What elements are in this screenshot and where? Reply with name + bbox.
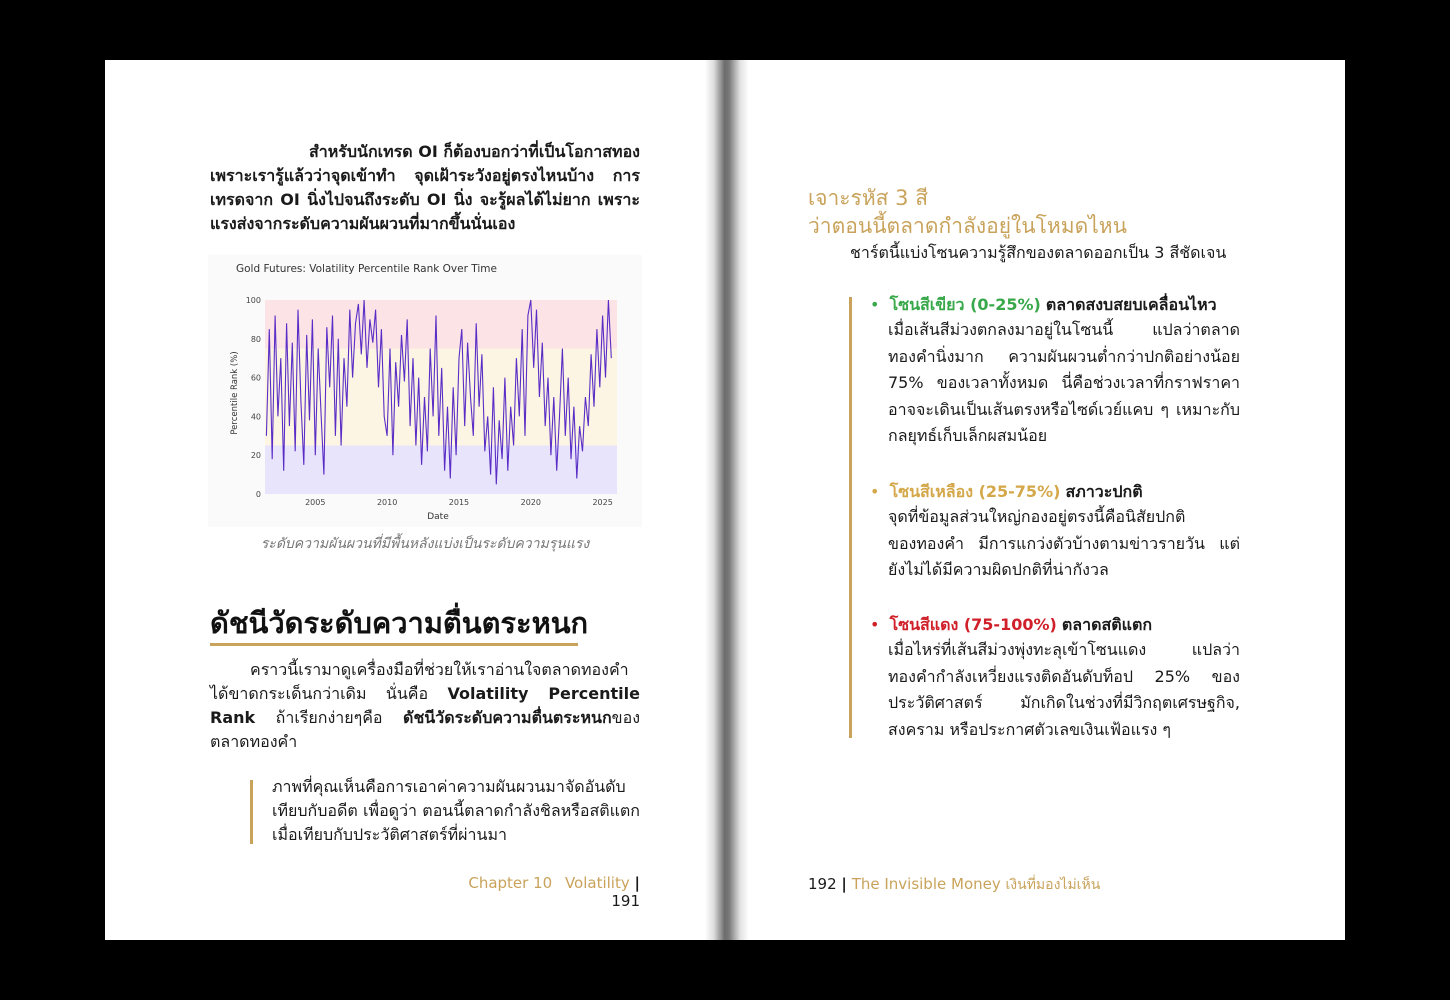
y-axis-label: Percentile Rank (%) <box>230 351 240 435</box>
zone-title: ตลาดสงบสยบเคลื่อนไหว <box>1045 295 1217 314</box>
quote-text: ภาพที่คุณเห็นคือการเอาค่าความผันผวนมาจัดอันดับเทียบกับอดีต เพื่อดูว่า ตอนนี้ตลาดกำลังชิลหรือสติแตกเมื่อเทียบกับประวัติศาสตร์ที่ผ่านมา <box>272 777 640 844</box>
chart-svg <box>208 255 642 527</box>
zone-label-red: โซนสีแดง (75-100%) <box>889 615 1057 634</box>
bullet-marker: • <box>870 482 880 501</box>
bullet-line: สงคราม หรือประกาศตัวเลขเงินเฟ้อแรง ๆ <box>888 719 1172 739</box>
intro-line: เทรดจาก OI นิ่งไปจนถึงระดับ OI นิ่ง จะรู้ผลได้ไม่ยาก เพราะ <box>210 190 640 209</box>
bullet-line: จุดที่ข้อมูลส่วนใหญ่กองอยู่ตรงนี้คือนิสัยปกติ <box>888 507 1186 526</box>
footer-book-title-thai: เงินที่มองไม่เห็น <box>1005 877 1101 893</box>
bullet-marker: • <box>870 295 880 314</box>
x-tick-label: 2020 <box>520 498 541 507</box>
chart-band <box>265 300 617 349</box>
intro-line: เพราะเรารู้แล้วว่าจุดเข้าทำ จุดเฝ้าระวังอยู่ตรงไหนบ้าง การ <box>210 166 640 185</box>
intro-line: สำหรับนักเทรด OI ก็ต้องบอกว่าที่เป็นโอกาสทอง <box>308 142 640 161</box>
body-text: ของตลาดทองคำ <box>210 708 640 751</box>
chart-x-ticks <box>305 498 613 507</box>
y-tick-label: 100 <box>245 296 261 305</box>
x-axis-label: Date <box>427 512 449 522</box>
chart-y-ticks <box>246 296 261 499</box>
zone-title: ตลาดสติแตก <box>1061 615 1153 634</box>
body-text: ถ้าเรียกง่ายๆคือ <box>255 708 404 727</box>
bullet-line: ทองคำนิ่งมาก ความผันผวนต่ำกว่าปกติอย่างน้อย <box>888 346 1240 366</box>
chart-title: Gold Futures: Volatility Percentile Rank Over Time <box>236 263 497 275</box>
bullet-yellow <box>870 480 1240 584</box>
x-tick-label: 2015 <box>448 498 470 507</box>
bullet-line: อาจจะเดินเป็นเส้นตรงหรือไซด์เวย์แคบ ๆ เหมาะกับ <box>888 399 1240 419</box>
bullet-red <box>870 613 1240 743</box>
y-tick-label: 80 <box>250 334 261 344</box>
body-bold-term: Volatility Percentile Rank <box>210 684 640 727</box>
bullet-line: 75% ของเวลาทั้งหมด นี่คือช่วงเวลาที่กราฟราคา <box>888 373 1240 393</box>
bullet-marker: • <box>870 615 880 634</box>
x-tick-label: 2025 <box>592 498 613 507</box>
x-tick-label: 2005 <box>305 498 326 507</box>
chart-caption: ระดับความผันผวนที่มีพื้นหลังแบ่งเป็นระดับความรุนแรง <box>260 536 590 552</box>
bullet-line: ทองคำกำลังเหวี่ยงแรงติดอันดับท็อป 25% ของ <box>888 666 1240 686</box>
right-subheading: ชาร์ตนี้แบ่งโซนความรู้สึกของตลาดออกเป็น 3 สีชัดเจน <box>850 243 1227 262</box>
book-spread <box>105 60 1345 940</box>
book-gutter <box>705 60 749 940</box>
body-bold-term: ดัชนีวัดระดับความตื่นตระหนก <box>403 708 612 727</box>
body-paragraph <box>210 658 640 754</box>
y-tick-label: 60 <box>250 373 261 383</box>
footer-separator: | <box>634 874 640 892</box>
y-tick-label: 20 <box>250 451 261 461</box>
bullet-line: ของทองคำ มีการแกว่งตัวบ้างตามข่าวรายวัน แต่ <box>888 533 1240 553</box>
bullet-green <box>870 293 1240 450</box>
intro-paragraph <box>210 140 640 236</box>
section-title-underline <box>210 643 578 646</box>
bullet-line: ประวัติศาสตร์ มักเกิดในช่วงที่มีวิกฤตเศรษฐกิจ, <box>888 693 1240 713</box>
footer-page-number: 192 <box>808 875 837 893</box>
section-title: ดัชนีวัดระดับความตื่นตระหนก <box>210 606 589 640</box>
footer-separator: | <box>841 875 847 893</box>
zone-label-yellow: โซนสีเหลือง (25-75%) <box>889 482 1061 501</box>
volatility-chart <box>208 255 642 527</box>
quote-bar <box>250 780 253 844</box>
footer-topic: Volatility <box>564 874 630 892</box>
bullet-line: เมื่อเส้นสีม่วงตกลงมาอยู่ในโซนนี้ แปลว่าตลาด <box>888 320 1240 339</box>
footer-book-title: The Invisible Money <box>851 875 1001 893</box>
bullet-line: เมื่อไหร่ที่เส้นสีม่วงพุ่งทะลุเข้าโซนแดง แปลว่า <box>888 640 1240 659</box>
intro-line: แรงส่งจากระดับความผันผวนที่มากขึ้นนั่นเอง <box>210 214 516 233</box>
footer-page-number: 191 <box>611 892 640 910</box>
right-footer <box>808 874 1228 896</box>
zone-title: สภาวะปกติ <box>1065 482 1143 501</box>
y-tick-label: 40 <box>250 412 261 422</box>
body-text: คราวนี้เรามาดูเครื่องมือที่ช่วยให้เราอ่านใจตลาดทองคำได้ขาดกระเด็นกว่าเดิม นั่นคือ <box>210 660 629 703</box>
footer-chapter: Chapter 10 <box>468 874 553 892</box>
y-tick-label: 0 <box>255 490 261 499</box>
bullet-line: กลยุทธ์เก็บเล็กผสมน้อย <box>888 426 1048 446</box>
zone-label-green: โซนสีเขียว (0-25%) <box>889 295 1041 314</box>
right-heading-line1: เจาะรหัส 3 สี <box>808 186 929 210</box>
right-heading-line2: ว่าตอนนี้ตลาดกำลังอยู่ในโหมดไหน <box>808 214 1127 238</box>
bullet-line: ยังไม่ได้มีความผิดปกติที่น่ากังวล <box>888 560 1109 580</box>
left-footer <box>458 874 640 910</box>
x-tick-label: 2010 <box>376 498 398 507</box>
bullets-bar <box>849 297 852 738</box>
chart-band <box>265 446 617 495</box>
